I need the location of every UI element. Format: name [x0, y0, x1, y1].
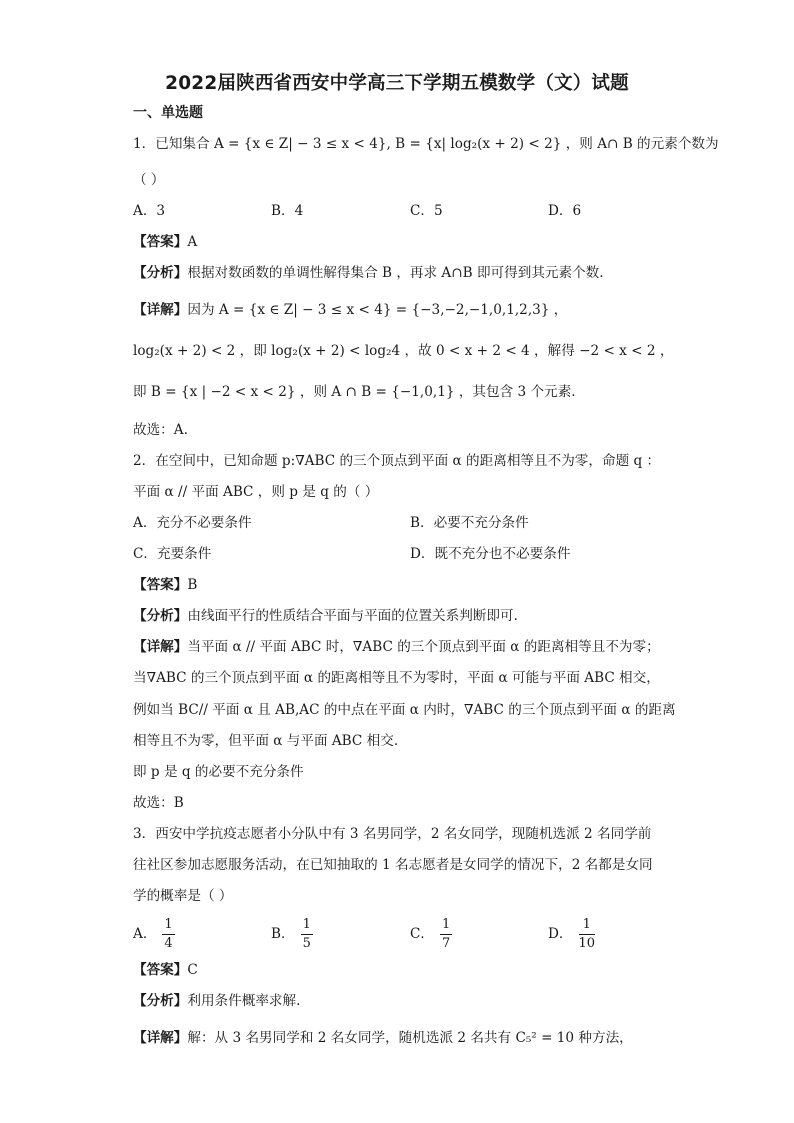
fraction-denominator: 10: [578, 936, 596, 951]
q2-option-b: B．必要不充分条件: [410, 515, 529, 531]
detail-tag: 【详解】: [133, 302, 188, 318]
answer-value: C: [187, 962, 198, 978]
q1-option-a: A．3: [133, 203, 166, 219]
option-label: B．: [271, 926, 295, 942]
q3-option-c: [410, 916, 452, 953]
q1-stem: 1．已知集合 A = {x ∈ Z| − 3 ≤ x < 4}, B = {x| log₂(x + 2) < 2} ，则 A∩ B 的元素个数为: [133, 136, 719, 152]
q3-option-b: [271, 916, 313, 953]
section-heading: 一、单选题: [133, 105, 203, 121]
q3-option-a: [133, 916, 175, 953]
detail-text: 因为 A = {x ∈ Z| − 3 ≤ x < 4} = {−3,−2,−1,0,1,2,3} ，: [187, 302, 568, 318]
answer-tag: 【答案】: [133, 577, 188, 593]
q1-option-b: B．4: [271, 203, 304, 219]
detail-tag: 【详解】: [133, 639, 188, 655]
analysis-tag: 【分析】: [133, 265, 188, 281]
q3-detail: [133, 1028, 633, 1048]
q2-option-c: C．充要条件: [133, 546, 212, 562]
detail-text: 当平面 α // 平面 ABC 时，∇ABC 的三个顶点到平面 α 的距离相等且不为零；: [187, 639, 660, 655]
q2-detail-line-2: 当∇ABC 的三个顶点到平面 α 的距离相等且不为零时，平面 α 可能与平面 ABC 相交，: [133, 670, 660, 686]
answer-value: B: [187, 577, 198, 593]
q3-stem-line-3: 学的概率是（ ）: [133, 888, 233, 904]
q1-detail-line-3: 即 B = {x | −2 < x < 2} ，则 A ∩ B = {−1,0,1} ，其包含 3 个元素.: [133, 384, 576, 400]
fraction: [579, 916, 596, 953]
q2-detail-line-4: 相等且不为零，但平面 α 与平面 ABC 相交.: [133, 733, 399, 749]
answer-value: A: [187, 234, 198, 250]
detail-tag: 【详解】: [133, 1030, 188, 1046]
q3-stem-line-2: 往社区参加志愿服务活动，在已知抽取的 1 名志愿者是女同学的情况下，2 名都是女同: [133, 857, 653, 873]
q3-stem-line-1: 3．西安中学抗疫志愿者小分队中有 3 名男同学，2 名女同学，现随机选派 2 名同学前: [133, 826, 652, 842]
q1-analysis: [133, 263, 604, 283]
fraction-numerator: 1: [579, 916, 596, 935]
analysis-text: 利用条件概率求解.: [187, 993, 301, 1009]
analysis-tag: 【分析】: [133, 608, 188, 624]
q2-detail-line-3: 例如当 BC// 平面 α 且 AB,AC 的中点在平面 α 内时，∇ABC 的三个顶点到平面 α 的距离: [133, 702, 676, 718]
q1-option-c: C．5: [410, 203, 443, 219]
analysis-text: 由线面平行的性质结合平面与平面的位置关系判断即可.: [187, 608, 518, 624]
analysis-tag: 【分析】: [133, 993, 188, 1009]
page-title: 2022届陕西省西安中学高三下学期五模数学（文）试题: [165, 73, 629, 94]
q2-option-d: D．既不充分也不必要条件: [410, 546, 571, 562]
fraction-numerator: 1: [301, 916, 313, 935]
fraction: [301, 916, 313, 953]
q1-paren: （ ）: [133, 172, 165, 188]
option-label: D．: [548, 926, 573, 942]
q3-analysis: [133, 991, 300, 1011]
q2-detail-line-6: 故选：B: [133, 795, 184, 811]
fraction-denominator: 5: [302, 936, 311, 951]
detail-text: 解：从 3 名男同学和 2 名女同学，随机选派 2 名共有 C₅² = 10 种方法，: [187, 1030, 633, 1046]
q2-detail-line-5: 即 p 是 q 的必要不充分条件: [133, 764, 304, 780]
q3-option-d: [548, 916, 595, 953]
q1-answer: [133, 232, 197, 252]
fraction-numerator: 1: [162, 916, 174, 935]
q2-detail-line-1: [133, 637, 660, 657]
fraction-denominator: 7: [442, 936, 451, 951]
q2-option-a: A．充分不必要条件: [133, 515, 252, 531]
q1-option-d: D．6: [548, 203, 582, 219]
q1-detail-line-2: log₂(x + 2) < 2 ，即 log₂(x + 2) < log₂4 ，故 0 < x + 2 < 4 ，解得 −2 < x < 2 ，: [133, 343, 674, 359]
q2-stem-line-2: 平面 α // 平面 ABC ，则 p 是 q 的（ ）: [133, 484, 379, 500]
q2-answer: [133, 575, 197, 595]
option-label: A．: [133, 926, 157, 942]
q3-answer: [133, 960, 198, 980]
q2-stem-line-1: 2．在空间中，已知命题 p:∇ABC 的三个顶点到平面 α 的距离相等且不为零，命题 q ：: [133, 453, 661, 469]
fraction: [162, 916, 174, 953]
q1-detail-line-4: 故选：A.: [133, 422, 188, 438]
fraction: [440, 916, 452, 953]
fraction-numerator: 1: [440, 916, 452, 935]
analysis-text: 根据对数函数的单调性解得集合 B ，再求 A∩B 即可得到其元素个数.: [187, 265, 604, 281]
option-label: C．: [410, 926, 434, 942]
fraction-denominator: 4: [164, 936, 173, 951]
q1-detail-line-1: [133, 300, 567, 320]
answer-tag: 【答案】: [133, 962, 188, 978]
answer-tag: 【答案】: [133, 234, 188, 250]
q2-analysis: [133, 606, 518, 626]
